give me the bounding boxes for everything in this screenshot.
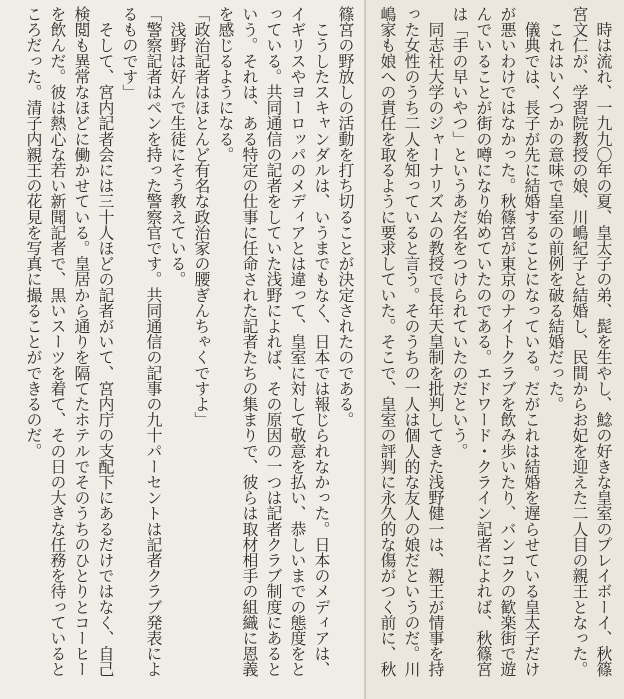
text-column: を感じるようになる。 — [216, 6, 235, 163]
text-column: そして、宮内記者会には三十人ほどの記者がいて、宮内庁の支配下にあるだけではなく、自己 — [96, 6, 115, 677]
text-column: こうしたスキャンダルは、いうまでもなく、日本では報じられなかった。日本のメディアは、 — [312, 6, 331, 677]
text-column: これはいくつかの意味で皇室の前例を破る結婚だった。 — [546, 6, 565, 412]
text-column: 篠宮の野放しの活動を打ち切ることが決定されたのである。 — [336, 6, 355, 428]
text-column: イギリスやヨーロッパのメディアとは違って、皇室に対して敬意を払い、恭しいまでの態度をと — [288, 6, 307, 677]
text-column: いう。それは、ある特定の仕事に任命された記者たちの集まりで、彼らは取材相手の組織に恩義 — [240, 6, 259, 677]
text-column: 浅野は好んで生徒にそう教えている。 — [168, 6, 187, 287]
text-column: っている。共同通信の記者をしていた浅野によれば、その原因の一つは記者クラブ制度にあると — [264, 6, 283, 677]
text-column: ころだった。清子内親王の花見を写真に撮ることができるのだ。 — [24, 6, 43, 459]
text-column: 「警察記者はペンを持った警察官です。共同通信の記事の九十パーセントは記者クラブ発表によ — [144, 6, 163, 677]
text-column: 嶋家も娘への責任を取るように要求していた。そこで、皇室の評判に永久的な傷がつく前に、秋 — [378, 6, 397, 677]
text-column: んでいることが街の噂になり始めていたのである。エドワード・クライン記者によれば、秋篠宮 — [474, 6, 493, 677]
text-column: るものです」 — [120, 6, 139, 100]
text-column: 宮文仁が、学習院教授の娘、川嶋紀子と結婚し、民間からお妃を迎えた二人目の親王となった。 — [570, 6, 589, 677]
text-column: が悪いわけではなかった。秋篠宮が東京のナイトクラブを飲み歩いたり、バンコクの歓楽街で遊 — [498, 6, 517, 677]
text-column: 時は流れ、一九九〇年の夏、皇太子の弟、髭を生やし、鯰の好きな皇室のプレイボーイ、秋篠 — [594, 6, 613, 677]
text-column: 儀典では、長子が先に結婚することになっている。だがこれは結婚を遅らせている皇太子だけ — [522, 6, 541, 677]
text-column: 同志社大学のジャーナリズムの教授で長年天皇制を批判してきた浅野健一は、親王が情事を持 — [426, 6, 445, 677]
right-page — [366, 0, 624, 699]
text-column: った女性のうち二人を知っていると言う。そのうちの一人は個人的な友人の娘だというのだ。川 — [402, 6, 421, 677]
text-column: は「手の早いやつ」というあだ名をつけられていたのだという。 — [450, 6, 469, 459]
text-column: 「政治記者はほとんど有名な政治家の腰ぎんちゃくですよ」 — [192, 6, 211, 428]
text-column: を飲んだ。彼は熱心な若い新聞記者で、黒いスーツを着て、その日の大きな任務を待っていると — [48, 6, 67, 677]
text-column: 検閲も異常なほどに働かせている。皇居から通りを隔てたホテルでそのうちのひとりとコーヒー — [72, 6, 91, 677]
